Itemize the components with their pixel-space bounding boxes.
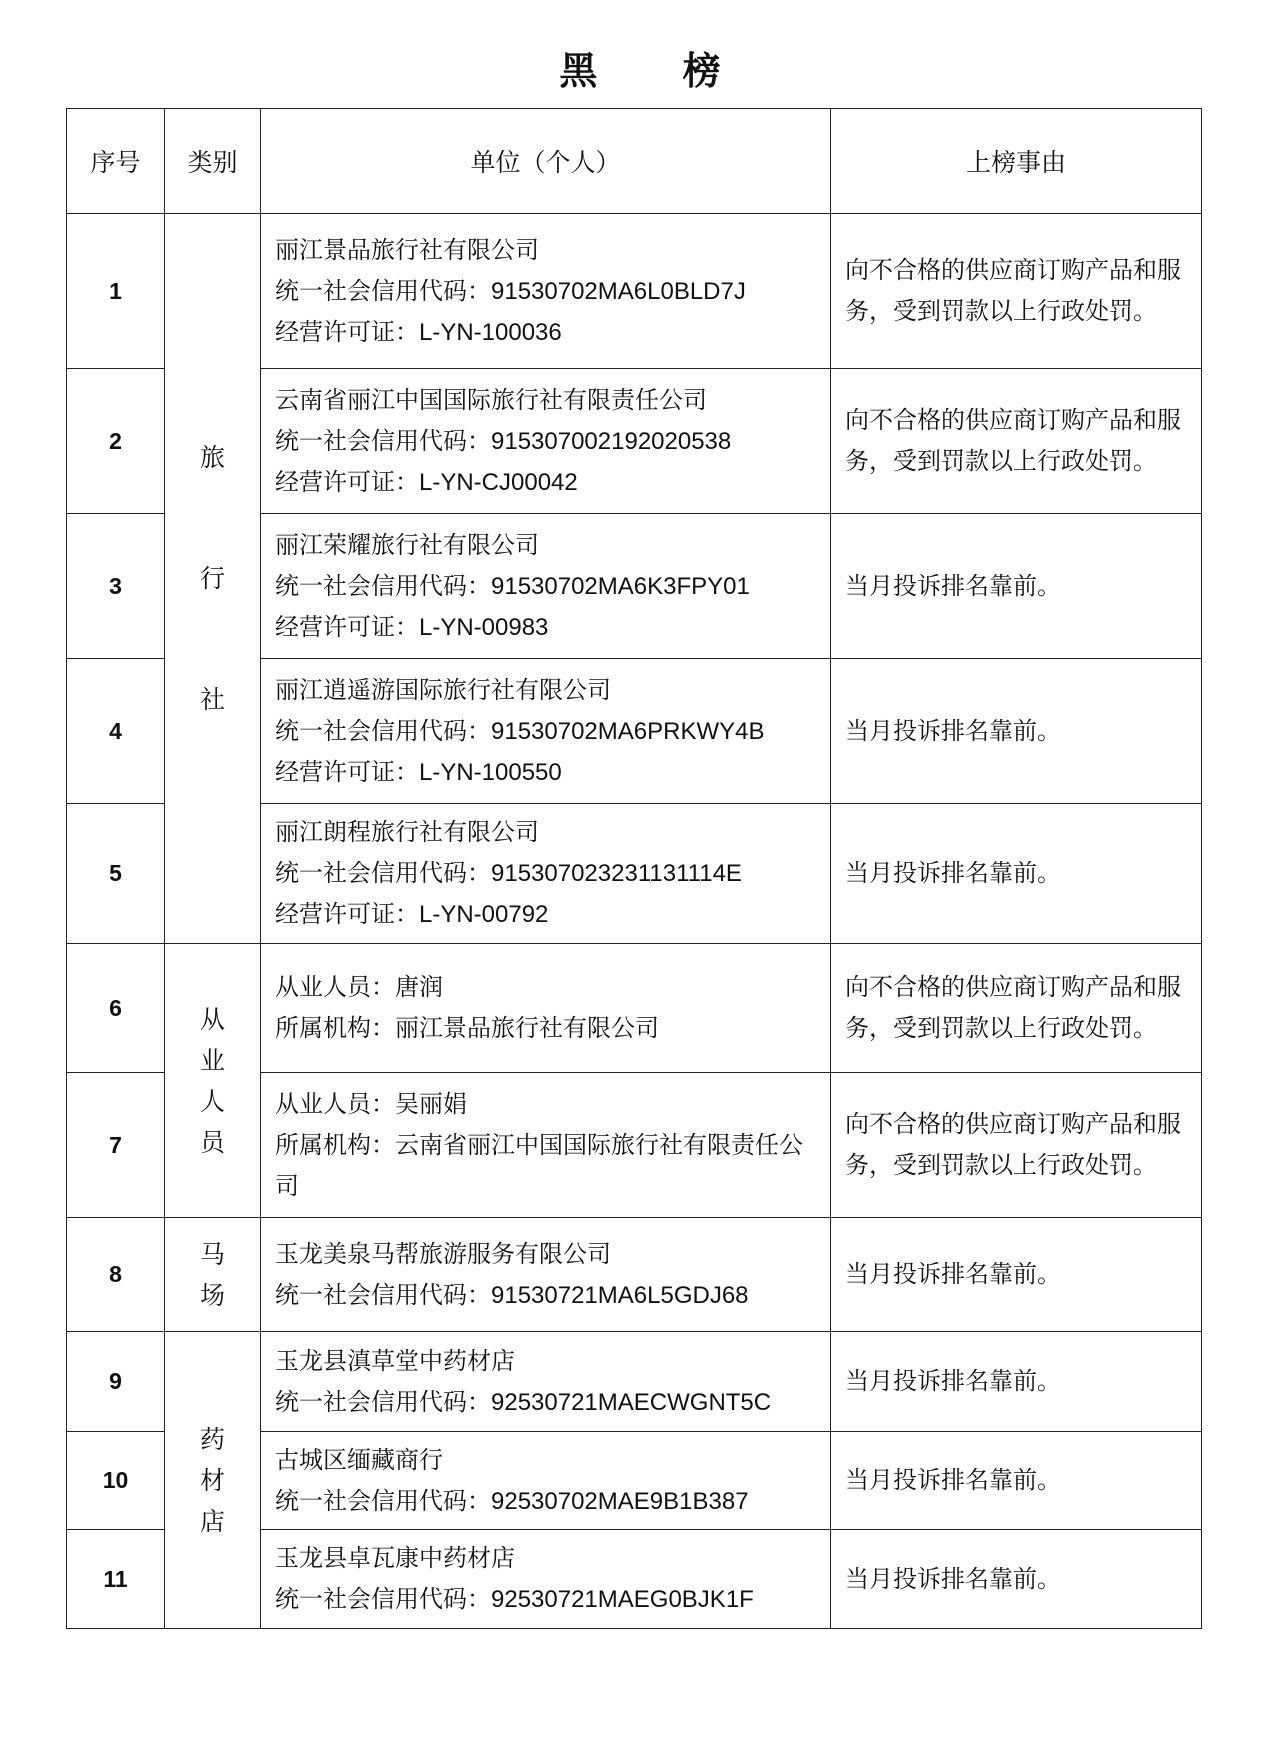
category-char: 店 — [199, 1506, 225, 1536]
unit-name: 玉龙县滇草堂中药材店 — [275, 1346, 515, 1375]
category-horse-farm — [165, 1218, 261, 1332]
row-number: 6 — [67, 944, 165, 1073]
unit-cell — [261, 1218, 831, 1332]
header-num: 序号 — [67, 109, 165, 214]
category-char: 从 — [199, 1004, 225, 1034]
unit-cell — [261, 804, 831, 944]
license: 经营许可证：L-YN-CJ00042 — [275, 468, 578, 496]
reason-cell: 当月投诉排名靠前。 — [831, 1332, 1202, 1432]
category-char: 员 — [199, 1127, 225, 1157]
credit-code: 统一社会信用代码：91530702MA6PRKWY4B — [275, 717, 765, 745]
unit-name: 丽江逍遥游国际旅行社有限公司 — [275, 675, 611, 704]
row-number: 3 — [67, 514, 165, 659]
table-row — [67, 214, 1202, 369]
unit-cell — [261, 514, 831, 659]
category-char: 场 — [199, 1280, 225, 1310]
license: 经营许可证：L-YN-00983 — [275, 613, 549, 641]
reason-cell: 当月投诉排名靠前。 — [831, 1432, 1202, 1530]
unit-cell — [261, 1530, 831, 1629]
category-char: 马 — [199, 1239, 225, 1269]
staff-name: 从业人员：吴丽娟 — [275, 1089, 467, 1118]
credit-code: 统一社会信用代码：915307023231131114E — [275, 860, 742, 887]
row-number: 8 — [67, 1218, 165, 1332]
category-char: 材 — [199, 1465, 225, 1495]
reason-cell: 向不合格的供应商订购产品和服务，受到罚款以上行政处罚。 — [831, 944, 1202, 1073]
row-number: 4 — [67, 659, 165, 804]
table-row — [67, 944, 1202, 1073]
category-char: 社 — [199, 685, 225, 714]
table-row — [67, 1332, 1202, 1432]
unit-cell — [261, 369, 831, 514]
unit-cell — [261, 1073, 831, 1218]
category-char: 业 — [199, 1045, 225, 1075]
row-number: 5 — [67, 804, 165, 944]
reason-cell: 向不合格的供应商订购产品和服务，受到罚款以上行政处罚。 — [831, 369, 1202, 514]
unit-name: 玉龙县卓瓦康中药材店 — [275, 1544, 515, 1572]
credit-code: 统一社会信用代码：915307002192020538 — [275, 427, 732, 455]
blacklist-table — [66, 108, 1202, 1629]
unit-cell — [261, 214, 831, 369]
unit-name: 丽江荣耀旅行社有限公司 — [275, 530, 539, 559]
unit-cell — [261, 944, 831, 1073]
credit-code: 统一社会信用代码：91530702MA6L0BLD7J — [275, 277, 746, 305]
unit-name: 玉龙美泉马帮旅游服务有限公司 — [275, 1239, 611, 1268]
header-reason: 上榜事由 — [831, 109, 1202, 214]
category-char: 人 — [199, 1086, 225, 1116]
credit-code: 统一社会信用代码：91530721MA6L5GDJ68 — [275, 1281, 749, 1309]
row-number: 11 — [67, 1530, 165, 1629]
category-travel-agency — [165, 214, 261, 944]
category-staff — [165, 944, 261, 1218]
category-char: 旅 — [199, 443, 225, 472]
license: 经营许可证：L-YN-100550 — [275, 758, 562, 786]
reason-cell: 当月投诉排名靠前。 — [831, 1218, 1202, 1332]
header-unit: 单位（个人） — [261, 109, 831, 214]
unit-name: 云南省丽江中国国际旅行社有限责任公司 — [275, 385, 707, 414]
license: 经营许可证：L-YN-100036 — [275, 318, 562, 346]
unit-name: 丽江景品旅行社有限公司 — [275, 235, 539, 264]
unit-cell — [261, 1332, 831, 1432]
unit-name: 古城区缅藏商行 — [275, 1445, 443, 1474]
table-header-row — [67, 109, 1202, 214]
header-category: 类别 — [165, 109, 261, 214]
staff-org: 所属机构：丽江景品旅行社有限公司 — [275, 1014, 659, 1042]
category-herb-store — [165, 1332, 261, 1629]
staff-name: 从业人员：唐润 — [275, 973, 443, 1001]
row-number: 9 — [67, 1332, 165, 1432]
reason-cell: 向不合格的供应商订购产品和服务，受到罚款以上行政处罚。 — [831, 1073, 1202, 1218]
row-number: 7 — [67, 1073, 165, 1218]
table-row — [67, 1218, 1202, 1332]
credit-code: 统一社会信用代码：92530721MAECWGNT5C — [275, 1388, 772, 1416]
reason-cell: 当月投诉排名靠前。 — [831, 514, 1202, 659]
reason-cell: 当月投诉排名靠前。 — [831, 1530, 1202, 1629]
unit-cell — [261, 1432, 831, 1530]
reason-cell: 当月投诉排名靠前。 — [831, 659, 1202, 804]
row-number: 2 — [67, 369, 165, 514]
unit-cell — [261, 659, 831, 804]
staff-org: 所属机构：云南省丽江中国国际旅行社有限责任公司 — [275, 1130, 803, 1200]
reason-cell: 当月投诉排名靠前。 — [831, 804, 1202, 944]
credit-code: 统一社会信用代码：91530702MA6K3FPY01 — [275, 572, 750, 600]
page-title: 黑 榜 — [559, 49, 757, 93]
reason-cell: 向不合格的供应商订购产品和服务，受到罚款以上行政处罚。 — [831, 214, 1202, 369]
unit-name: 丽江朗程旅行社有限公司 — [275, 818, 539, 846]
category-char: 行 — [199, 564, 225, 593]
license: 经营许可证：L-YN-00792 — [275, 901, 549, 928]
credit-code: 统一社会信用代码：92530702MAE9B1B387 — [275, 1487, 749, 1515]
credit-code: 统一社会信用代码：92530721MAEG0BJK1F — [275, 1586, 754, 1613]
row-number: 1 — [67, 214, 165, 369]
category-char: 药 — [199, 1424, 225, 1454]
row-number: 10 — [67, 1432, 165, 1530]
